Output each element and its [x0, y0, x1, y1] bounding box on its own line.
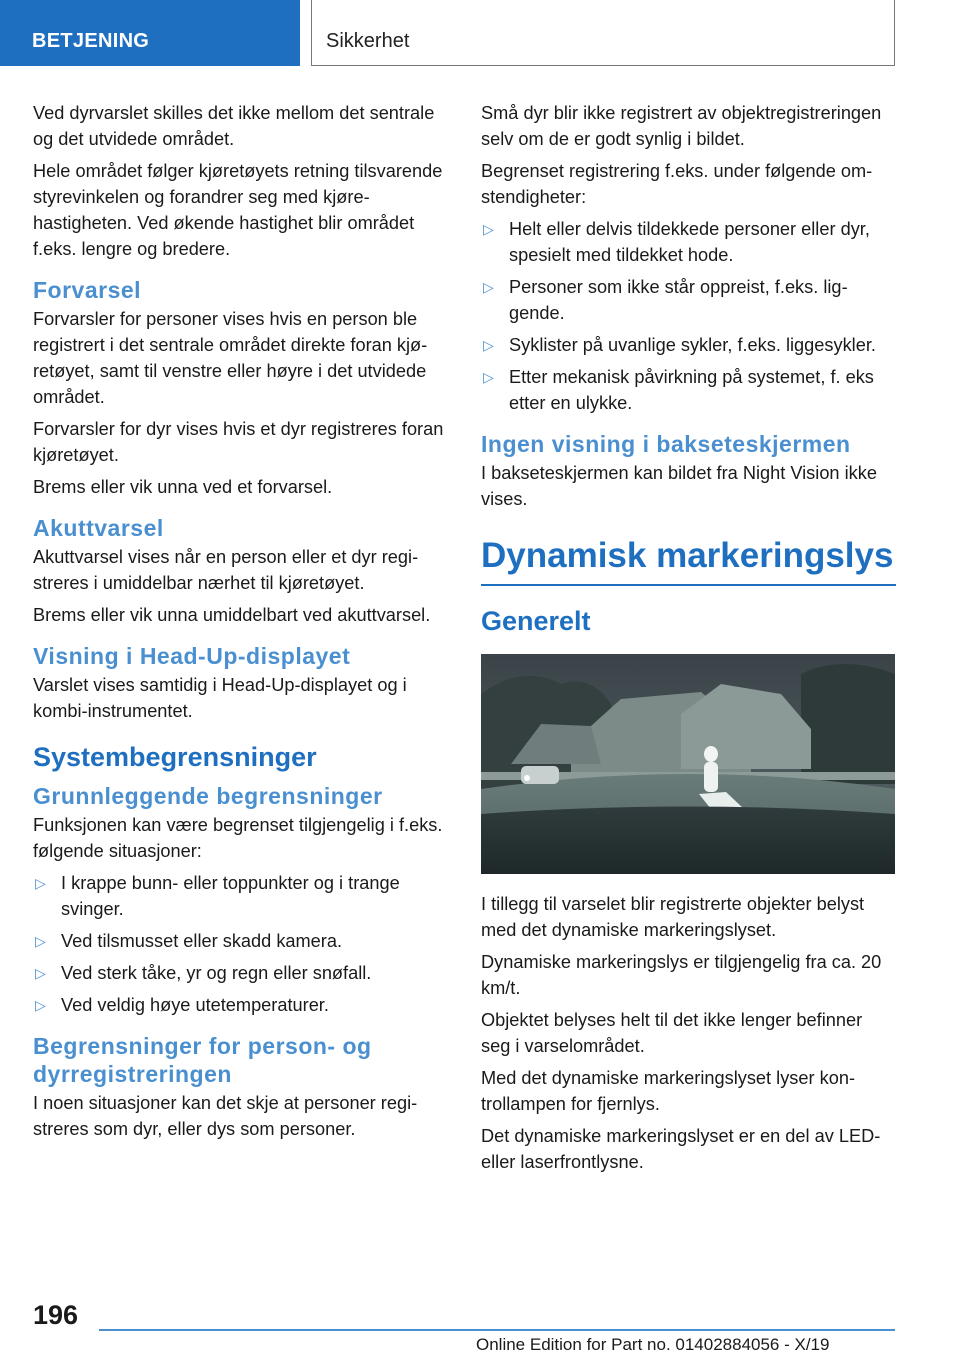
triangle-bullet-icon: ▷ — [483, 221, 494, 237]
list-item: ▷ Helt eller delvis tildekkede personer eller dyr, spesielt med tildekket hode. — [481, 216, 896, 268]
paragraph: Små dyr blir ikke registrert av objektregistreringen selv om de er godt synlig i bildet. — [481, 103, 882, 149]
list-item: ▷ Ved veldig høye utetemperaturer. — [33, 992, 448, 1018]
paragraph: Hele området følger kjøretøyets retning tilsvarende styrevinkelen og forandrer seg med kjørehastigheten. Ved økende hastighet blir området f.eks. lengre og bredere. — [33, 161, 443, 259]
paragraph: Dynamiske markeringslys er tilgjengelig fra ca. 20 km/t. — [481, 952, 882, 998]
list-item: ▷ Ved sterk tåke, yr og regn eller snøfall. — [33, 960, 448, 986]
heading-begrensninger-person-dyr: Begrensninger for person- og dyrregistreringen — [33, 1033, 372, 1087]
bullet-list — [481, 216, 896, 416]
left-column — [33, 100, 448, 1148]
page-number: 196 — [33, 1300, 79, 1330]
paragraph: Brems eller vik unna ved et forvarsel. — [33, 477, 333, 497]
footer-divider — [99, 1329, 895, 1331]
list-item: ▷ Etter mekanisk påvirkning på systemet, f. eks etter en ulykke. — [481, 364, 896, 416]
paragraph: Varslet vises samtidig i Head-Up-displayet og i kombi-instrumentet. — [33, 675, 407, 721]
section-title: BETJENING — [32, 30, 150, 52]
heading-generelt: Generelt — [481, 606, 591, 636]
paragraph: Forvarsler for dyr vises hvis et dyr registreres foran kjøretøyet. — [33, 419, 444, 465]
paragraph: Ved dyrvarslet skilles det ikke mellom det sentrale og det utvidede området. — [33, 103, 435, 149]
night-vision-illustration — [481, 654, 895, 874]
paragraph: Akuttvarsel vises når en person eller et dyr registreres i umiddelbar nærhet til kjøretøyet. — [33, 547, 419, 593]
list-item: ▷ Personer som ikke står oppreist, f.eks. liggende. — [481, 274, 896, 326]
heading-dynamisk-markeringslys: Dynamisk markeringslys — [481, 534, 896, 586]
triangle-bullet-icon: ▷ — [483, 279, 494, 295]
triangle-bullet-icon: ▷ — [35, 965, 46, 981]
triangle-bullet-icon: ▷ — [35, 933, 46, 949]
triangle-bullet-icon: ▷ — [483, 337, 494, 353]
bullet-list — [33, 870, 448, 1018]
triangle-bullet-icon: ▷ — [35, 875, 46, 891]
triangle-bullet-icon: ▷ — [483, 369, 494, 385]
chapter-title: Sikkerhet — [326, 30, 410, 52]
paragraph: Begrenset registrering f.eks. under følgende omstendigheter: — [481, 161, 873, 207]
chapter-tab — [311, 0, 895, 66]
list-item: ▷ Ved tilsmusset eller skadd kamera. — [33, 928, 448, 954]
paragraph: Med det dynamiske markeringslyset lyser kontrollampen for fjernlys. — [481, 1068, 855, 1114]
heading-head-up-display: Visning i Head-Up-displayet — [33, 643, 351, 669]
right-column — [481, 100, 896, 1181]
triangle-bullet-icon: ▷ — [35, 997, 46, 1013]
paragraph: Brems eller vik unna umiddelbart ved akuttvarsel. — [33, 605, 431, 625]
paragraph: Funksjonen kan være begrenset tilgjengelig i f.eks. følgende situasjoner: — [33, 815, 443, 861]
list-item: ▷ Syklister på uvanlige sykler, f.eks. liggesykler. — [481, 332, 896, 358]
heading-akuttvarsel: Akuttvarsel — [33, 515, 164, 541]
paragraph: I bakseteskjermen kan bildet fra Night Vision ikke vises. — [481, 463, 877, 509]
heading-ingen-visning: Ingen visning i bakseteskjermen — [481, 431, 851, 457]
paragraph: Forvarsler for personer vises hvis en person ble registrert i det sentrale området direkte foran kjøretøyet, samt til venstre eller høyre i det utvidede området. — [33, 309, 428, 407]
heading-forvarsel: Forvarsel — [33, 277, 142, 303]
paragraph: Det dynamiske markeringslyset er en del av LED- eller laserfrontlysne. — [481, 1126, 881, 1172]
list-item: ▷ I krappe bunn- eller toppunkter og i trange svinger. — [33, 870, 448, 922]
footer-edition: Online Edition for Part no. 01402884056 - X/19 — [476, 1335, 830, 1354]
paragraph: I tillegg til varselet blir registrerte objekter belyst med det dynamiske markeringslyset. — [481, 894, 865, 940]
page-header — [0, 0, 960, 66]
heading-systembegrensninger: Systembegrensninger — [33, 742, 317, 772]
paragraph: Objektet belyses helt til det ikke lenger befinner seg i varselområdet. — [481, 1010, 863, 1056]
heading-grunnleggende: Grunnleggende begrensninger — [33, 783, 383, 809]
section-tab — [0, 0, 300, 66]
paragraph: I noen situasjoner kan det skje at personer registreres som dyr, eller dys som personer. — [33, 1093, 418, 1139]
